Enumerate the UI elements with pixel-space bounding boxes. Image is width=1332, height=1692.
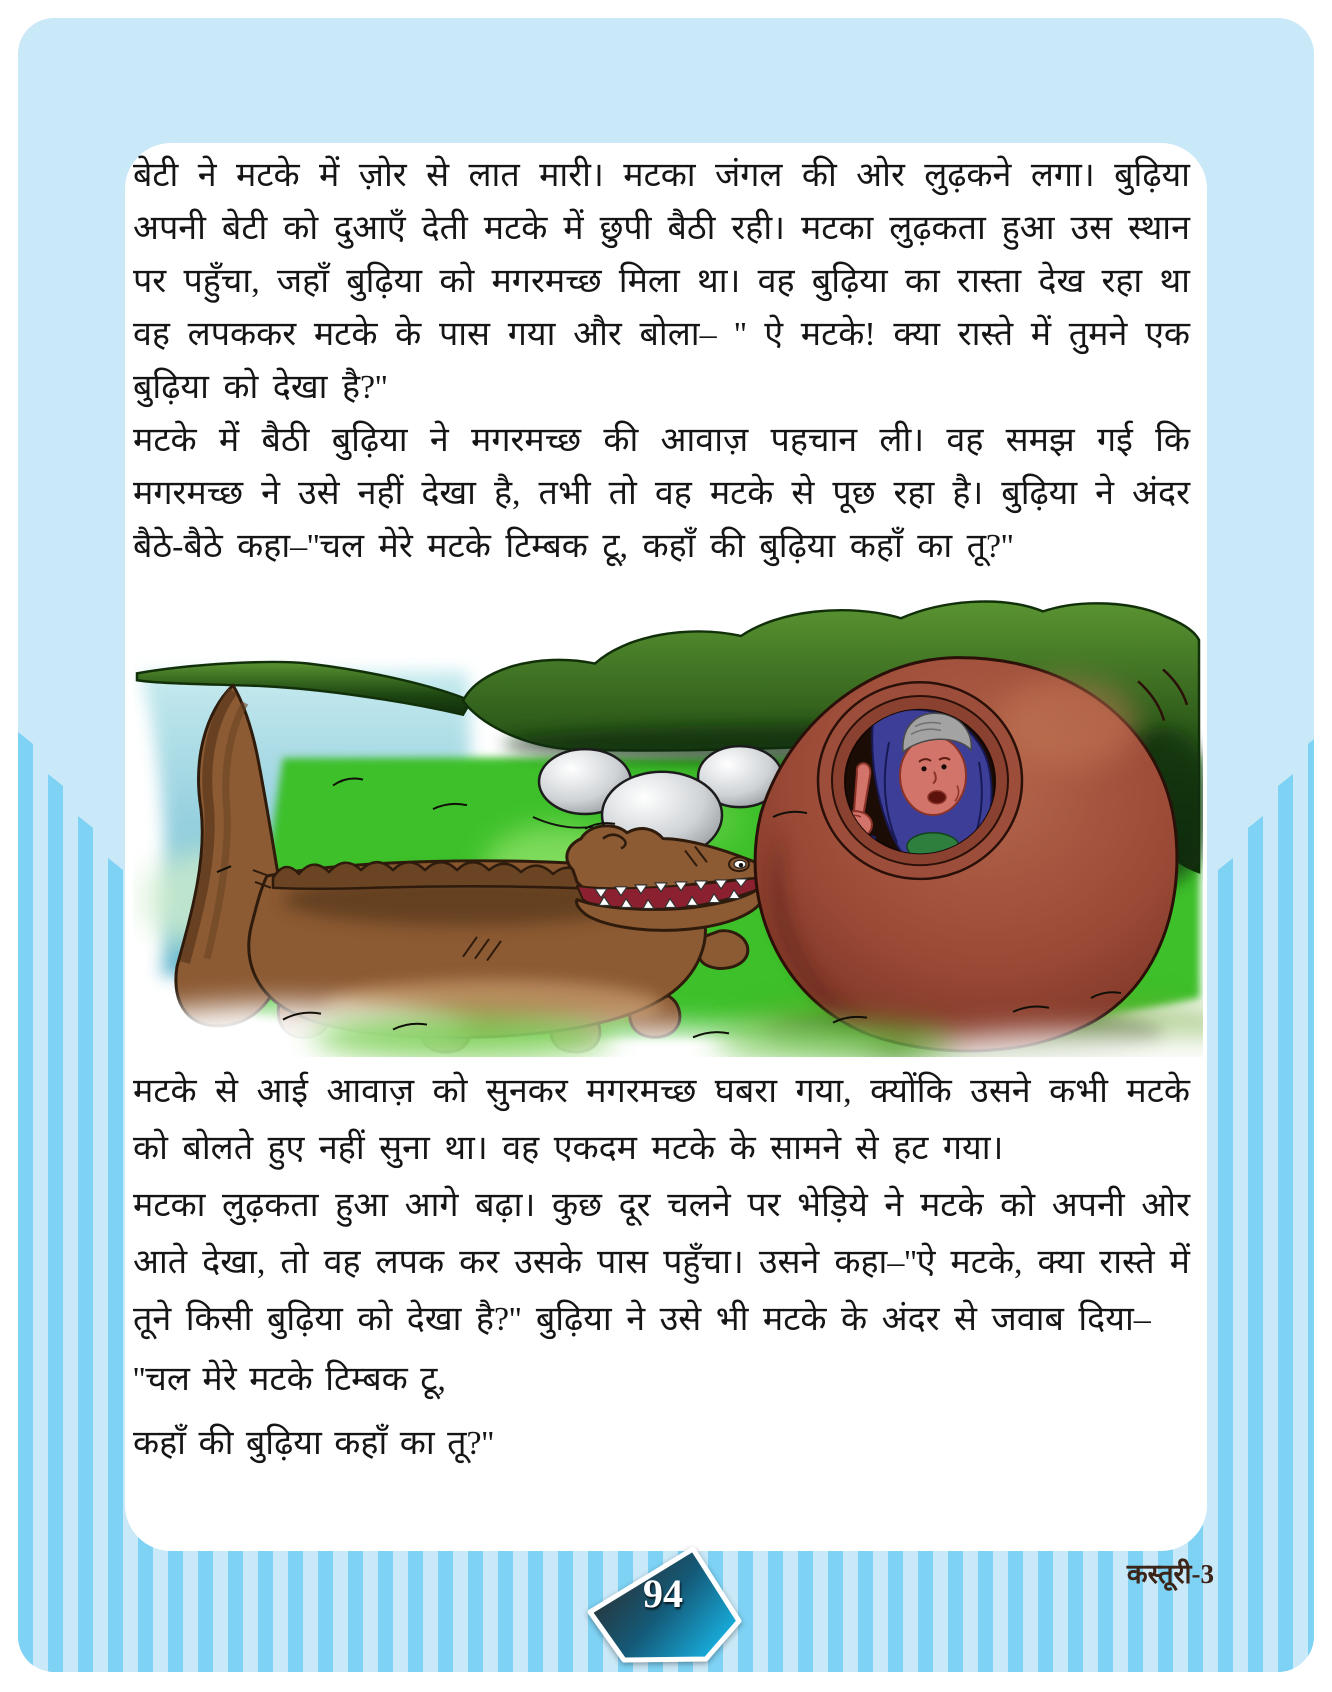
- story-paragraph-3: मटके से आई आवाज़ को सुनकर मगरमच्छ घबरा गया, क्योंकि उसने कभी मटके को बोलते हुए नहीं सुना था। वह एकदम मटके के सामने से हट गया।: [133, 1073, 1190, 1167]
- story-illustration: [133, 575, 1203, 1057]
- crocodile-and-pot-illustration: [133, 575, 1203, 1057]
- page-number-badge: [580, 1540, 750, 1670]
- pot: [755, 658, 1187, 1051]
- story-paragraph-1: बेटी ने मटके में ज़ोर से लात मारी। मटका जंगल की ओर लुढ़कने लगा। बुढ़िया अपनी बेटी को दुआएँ देती मटके में छुपी बैठी रही। मटका लुढ़कता हुआ उस स्थान पर पहुँचा, जहाँ बुढ़िया को मगरमच्छ मिला था। वह बुढ़िया का रास्ता देख रहा था वह लपककर मटके के पास गया और बोला– '' ऐ मटके! क्या रास्ते में तुमने एक बुढ़िया को देखा है?'': [133, 157, 1190, 406]
- verse-line-1: ''चल मेरे मटके टिम्बक टू,: [133, 1361, 446, 1398]
- verse-line-2: कहाँ की बुढ़िया कहाँ का तू?'': [133, 1425, 494, 1462]
- mouth: [928, 791, 946, 804]
- story-paragraph-2: मटके में बैठी बुढ़िया ने मगरमच्छ की आवाज़ पहचान ली। वह समझ गई कि मगरमच्छ ने उसे नहीं देखा है, तभी तो वह मटके से पूछ रहा है। बुढ़िया ने अंदर बैठे-बैठे कहा–''चल मेरे मटके टिम्बक टू, कहाँ की बुढ़िया कहाँ का तू?'': [133, 422, 1190, 565]
- page-number: 94: [643, 1571, 683, 1616]
- book-label: कस्तूरी-3: [1126, 1559, 1214, 1589]
- content-card: [125, 143, 1207, 1551]
- story-paragraph-4: मटका लुढ़कता हुआ आगे बढ़ा। कुछ दूर चलने पर भेड़िये ने मटके को अपनी ओर आते देखा, तो वह लपक कर उसके पास पहुँचा। उसने कहा–''ऐ मटके, क्या रास्ते में तूने किसी बुढ़िया को देखा है?'' बुढ़िया ने उसे भी मटके के अंदर से जवाब दिया–: [133, 1187, 1190, 1338]
